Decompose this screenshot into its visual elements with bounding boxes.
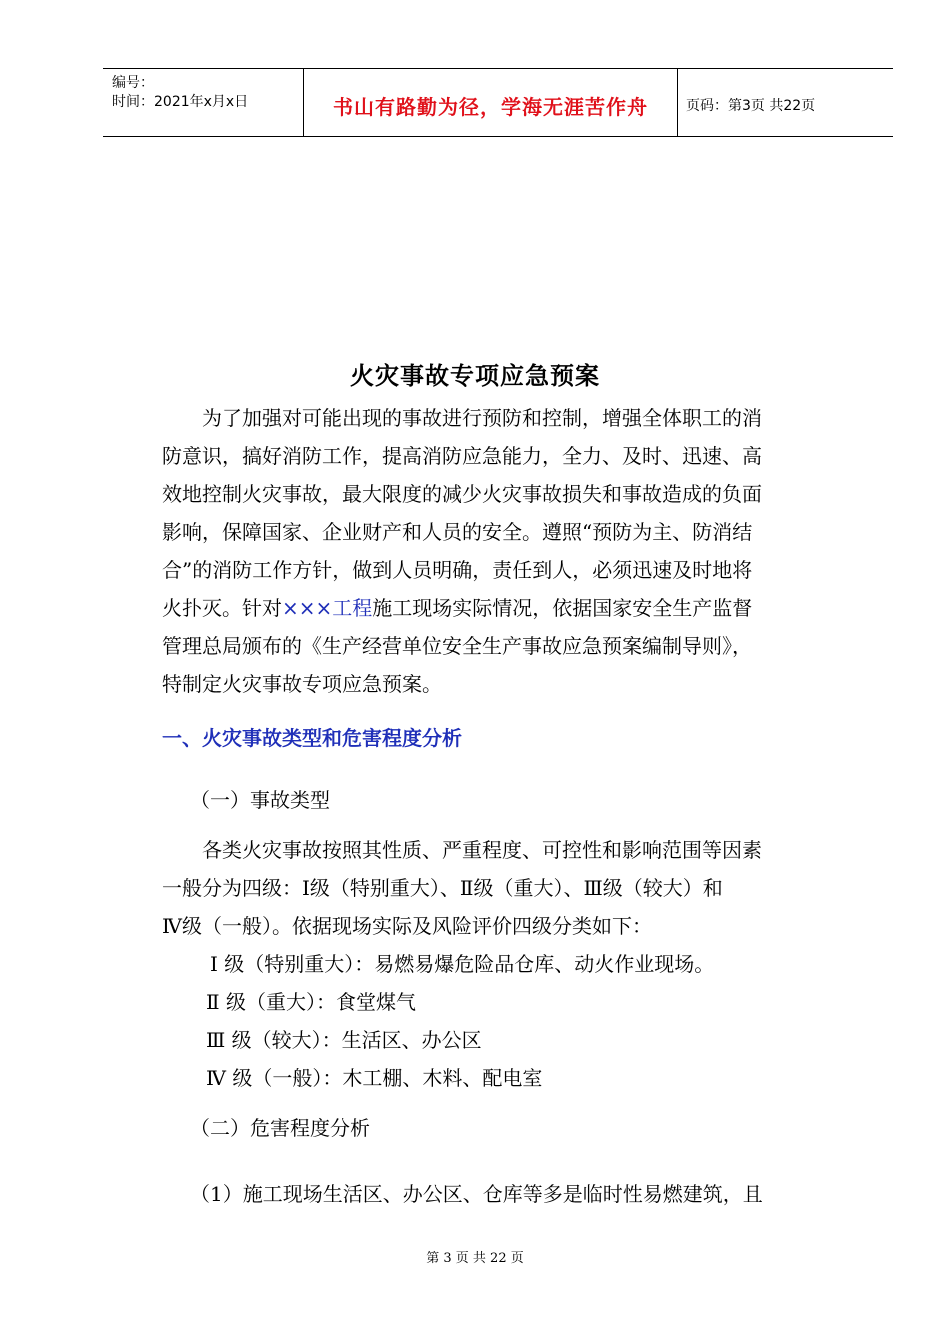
subheading-hazard-analysis: （二）危害程度分析 <box>190 1116 370 1140</box>
intro-line-7: 管理总局颁布的《生产经营单位安全生产事故应急预案编制导则》， <box>162 634 752 658</box>
types-paragraph-line-1: 各类火灾事故按照其性质、严重程度、可控性和影响范围等因素 <box>202 838 762 862</box>
intro-line-1: 为了加强对可能出现的事故进行预防和控制，增强全体职工的消 <box>202 406 762 430</box>
intro-line-6-end: 施工现场实际情况，依据国家安全生产监督 <box>372 596 753 620</box>
hazard-paragraph-line-1: （1）施工现场生活区、办公区、仓库等多是临时性易燃建筑，且 <box>190 1182 763 1206</box>
number-label: 编号： <box>112 75 154 91</box>
types-paragraph-line-2: 一般分为四级：Ⅰ级（特别重大）、Ⅱ级（重大）、Ⅲ级（较大）和 <box>162 876 723 900</box>
intro-line-2: 防意识，搞好消防工作，提高消防应急能力，全力、及时、迅速、高 <box>162 444 762 468</box>
intro-line-6 <box>162 592 752 621</box>
intro-line-6-start: 火扑灭。针对 <box>162 596 282 620</box>
page-label: 页码：第3页 共22页 <box>686 98 816 114</box>
level-1-item: Ⅰ 级（特别重大）：易燃易爆危险品仓库、动火作业现场。 <box>210 952 715 976</box>
intro-line-5: 合”的消防工作方针，做到人员明确，责任到人，必须迅速及时地将 <box>162 558 753 582</box>
types-paragraph-line-3: Ⅳ级（一般）。依据现场实际及风险评价四级分类如下： <box>162 914 652 938</box>
level-2-item: Ⅱ 级（重大）：食堂煤气 <box>206 990 416 1014</box>
document-header-table <box>103 68 893 137</box>
intro-line-4: 影响，保障国家、企业财产和人员的安全。遵照“预防为主、防消结 <box>162 520 753 544</box>
time-label: 时间：2021年x月x日 <box>112 94 249 110</box>
level-4-item: Ⅳ 级（一般）：木工棚、木料、配电室 <box>206 1066 543 1090</box>
header-cell-meta <box>103 69 304 136</box>
header-cell-page <box>678 69 893 136</box>
section-heading-1: 一、火灾事故类型和危害程度分析 <box>162 726 462 750</box>
level-3-item: Ⅲ 级（较大）：生活区、办公区 <box>206 1028 482 1052</box>
project-name-placeholder: ×××工程 <box>282 596 373 620</box>
motto-text: 书山有路勤为径，学海无涯苦作舟 <box>333 95 648 119</box>
subheading-accident-types: （一）事故类型 <box>190 788 330 812</box>
intro-line-8: 特制定火灾事故专项应急预案。 <box>162 672 442 696</box>
document-title: 火灾事故专项应急预案 <box>350 361 600 390</box>
header-cell-motto <box>304 69 678 136</box>
page-footer: 第 3 页 共 22 页 <box>426 1251 524 1266</box>
intro-line-3: 效地控制火灾事故，最大限度的减少火灾事故损失和事故造成的负面 <box>162 482 762 506</box>
